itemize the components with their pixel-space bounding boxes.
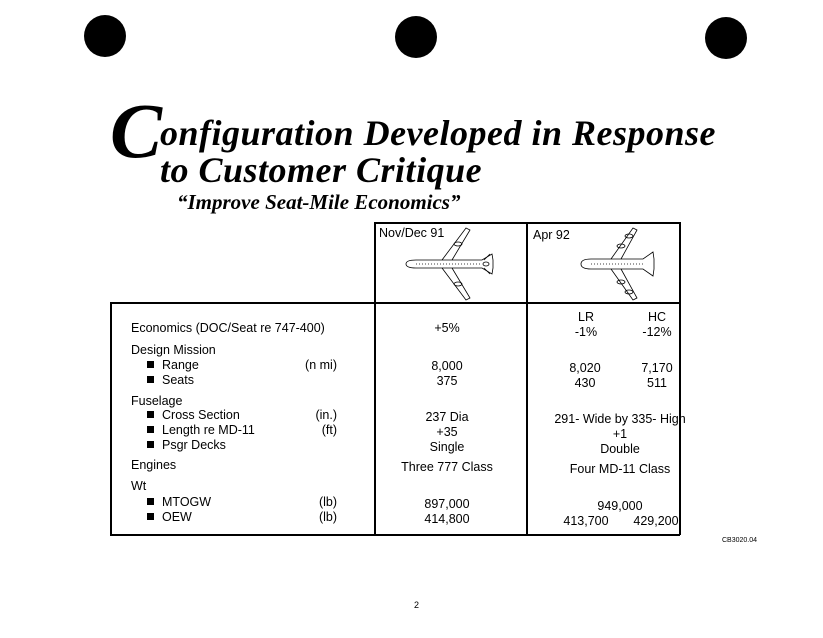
row-label-oew <box>147 510 192 525</box>
nov-range: 8,000 <box>431 359 463 373</box>
unit-oew: (lb) <box>318 510 337 524</box>
nov-psgr-decks: Single <box>429 440 465 454</box>
document-code: CB3020.04 <box>722 537 758 544</box>
row-label-fuselage: Fuselage <box>131 394 183 408</box>
subtitle: “Improve Seat-Mile Economics” <box>177 190 461 214</box>
mtogw-label: MTOGW <box>162 495 212 509</box>
range-label: Range <box>162 358 199 372</box>
title-line-2: to Customer Critique <box>160 150 483 190</box>
table-right-border <box>679 222 681 535</box>
subcol-header-hc: HC <box>647 310 667 324</box>
bullet-icon <box>147 513 154 520</box>
nov-length: +35 <box>436 425 458 439</box>
hc-economics: -12% <box>642 325 672 339</box>
cross-section-label: Cross Section <box>162 408 240 422</box>
hc-range: 7,170 <box>641 361 673 375</box>
unit-length: (ft) <box>321 423 337 437</box>
row-label-economics: Economics (DOC/Seat re 747-400) <box>131 321 325 335</box>
bullet-icon <box>147 441 154 448</box>
table-bottom-border <box>110 534 680 536</box>
punch-hole-left <box>84 15 126 57</box>
bullet-icon <box>147 376 154 383</box>
column-divider-1 <box>374 222 376 535</box>
column-header-nov-dec-91: Nov/Dec 91 <box>379 226 445 240</box>
row-label-design-mission: Design Mission <box>131 343 216 357</box>
lr-oew: 413,700 <box>563 514 609 528</box>
apr-length: +1 <box>612 427 628 441</box>
punch-hole-center <box>395 16 437 58</box>
apr-psgr-decks: Double <box>600 442 640 456</box>
unit-range: (n mi) <box>305 358 337 372</box>
four-engine-aircraft-icon <box>577 224 657 308</box>
title-line-1: onfiguration Developed in Response <box>160 113 717 153</box>
row-label-cross-section <box>147 408 240 423</box>
row-label-range <box>147 358 199 373</box>
row-label-seats <box>147 373 194 388</box>
title-drop-cap: C <box>110 87 163 174</box>
row-label-psgr-decks <box>147 438 226 453</box>
lr-economics: -1% <box>574 325 598 339</box>
column-divider-2 <box>526 222 528 535</box>
lr-seats: 430 <box>574 376 596 390</box>
length-label: Length re MD-11 <box>162 423 255 437</box>
row-label-length <box>147 423 255 438</box>
apr-cross-section: 291- Wide by 335- High <box>554 412 686 426</box>
hc-oew: 429,200 <box>633 514 679 528</box>
hc-seats: 511 <box>647 376 667 390</box>
psgr-decks-label: Psgr Decks <box>162 438 226 452</box>
unit-cross-section: (in.) <box>315 408 337 422</box>
subcol-header-lr: LR <box>578 310 594 324</box>
seats-label: Seats <box>162 373 194 387</box>
table-left-border <box>110 302 112 535</box>
bullet-icon <box>147 498 154 505</box>
nov-oew: 414,800 <box>424 512 470 526</box>
nov-economics: +5% <box>434 321 460 335</box>
apr-engines: Four MD-11 Class <box>569 462 671 476</box>
bullet-icon <box>147 426 154 433</box>
oew-label: OEW <box>162 510 192 524</box>
nov-engines: Three 777 Class <box>401 460 493 474</box>
punch-hole-right <box>705 17 747 59</box>
bullet-icon <box>147 361 154 368</box>
trijet-aircraft-icon <box>402 224 496 306</box>
apr-mtogw: 949,000 <box>597 499 643 513</box>
row-label-mtogw <box>147 495 211 510</box>
lr-range: 8,020 <box>569 361 601 375</box>
nov-mtogw: 897,000 <box>424 497 470 511</box>
nov-seats: 375 <box>436 374 458 388</box>
bullet-icon <box>147 411 154 418</box>
unit-mtogw: (lb) <box>318 495 337 509</box>
row-label-engines: Engines <box>131 458 177 472</box>
page-number: 2 <box>414 600 420 610</box>
nov-cross-section: 237 Dia <box>425 410 469 424</box>
row-label-wt: Wt <box>131 479 147 493</box>
column-header-apr-92: Apr 92 <box>533 228 570 242</box>
